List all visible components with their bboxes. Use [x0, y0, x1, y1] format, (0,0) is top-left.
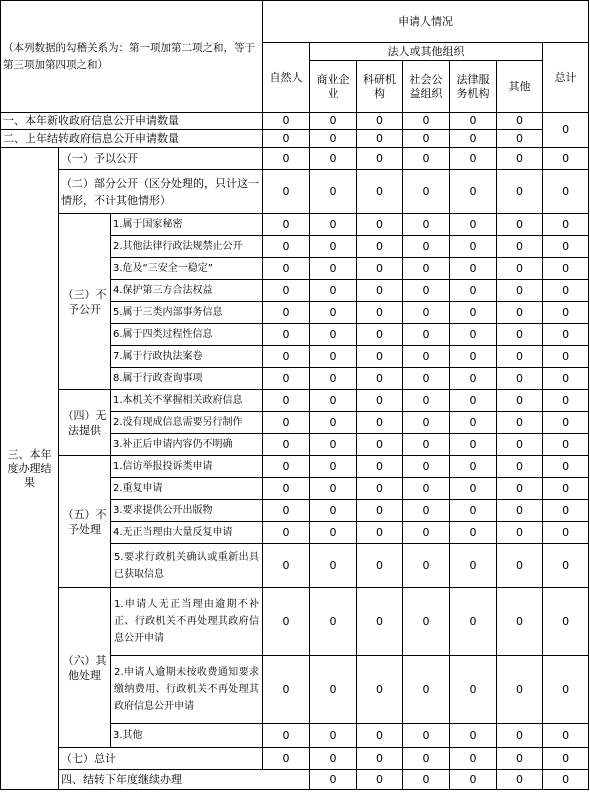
row-item-label: 2.没有现成信息需要另行制作 [111, 412, 263, 434]
cell: 0 [310, 324, 357, 346]
cell: 0 [403, 656, 450, 724]
cell: 0 [357, 456, 403, 478]
table-row [1, 748, 589, 770]
cell: 0 [497, 412, 543, 434]
cell: 0 [263, 236, 310, 258]
cell: 0 [497, 522, 543, 544]
row-item-label: 7.属于行政执法案卷 [111, 346, 263, 368]
cell: 0 [403, 500, 450, 522]
cell: 0 [357, 148, 403, 170]
cell: 0 [450, 456, 497, 478]
cell: 0 [263, 113, 310, 130]
cell: 0 [403, 588, 450, 656]
cell: 0 [310, 770, 357, 790]
row-item-label: 2.重复申请 [111, 478, 263, 500]
cell: 0 [403, 214, 450, 236]
header-other: 其他 [497, 61, 543, 113]
cell: 0 [263, 656, 310, 724]
cell: 0 [450, 214, 497, 236]
cell: 0 [497, 324, 543, 346]
cell: 0 [543, 280, 589, 302]
cell: 0 [450, 113, 497, 130]
header-row-1 [1, 1, 589, 43]
cell: 0 [310, 236, 357, 258]
cell: 0 [543, 500, 589, 522]
header-legal-group: 法人或其他组织 [310, 43, 543, 61]
header-research: 科研机构 [357, 61, 403, 113]
cell: 0 [310, 368, 357, 390]
cell: 0 [497, 170, 543, 214]
cell: 0 [450, 478, 497, 500]
cell: 0 [310, 214, 357, 236]
row-label-3d: （四）无法提供 [59, 390, 111, 456]
cell: 0 [357, 113, 403, 130]
row-label-3f: （六）其他处理 [59, 588, 111, 748]
cell: 0 [357, 368, 403, 390]
cell: 0 [450, 368, 497, 390]
table-row [1, 113, 589, 130]
cell: 0 [543, 258, 589, 280]
cell: 0 [543, 544, 589, 588]
cell: 0 [543, 748, 589, 770]
cell: 0 [263, 214, 310, 236]
header-total: 总计 [543, 43, 589, 113]
row-item-label: 8.属于行政查询事项 [111, 368, 263, 390]
cell: 0 [450, 346, 497, 368]
cell: 0 [403, 748, 450, 770]
cell: 0 [263, 748, 310, 770]
cell: 0 [450, 324, 497, 346]
cell: 0 [403, 412, 450, 434]
cell: 0 [357, 258, 403, 280]
cell: 0 [310, 113, 357, 130]
cell: 0 [357, 130, 403, 148]
table-row [1, 148, 589, 170]
cell: 0 [497, 302, 543, 324]
cell: 0 [263, 148, 310, 170]
cell: 0 [357, 724, 403, 748]
cell: 0 [543, 214, 589, 236]
cell: 0 [263, 522, 310, 544]
cell: 0 [263, 500, 310, 522]
cell: 0 [403, 130, 450, 148]
header-note: （本列数据的勾稽关系为：第一项加第二项之和，等于第三项加第四项之和） [1, 1, 263, 113]
row-item-label: 5.属于三类内部事务信息 [111, 302, 263, 324]
row-item-label: 1.本机关不掌握相关政府信息 [111, 390, 263, 412]
cell: 0 [310, 412, 357, 434]
cell: 0 [450, 302, 497, 324]
cell: 0 [310, 170, 357, 214]
row-label-3e: （五）不予处理 [59, 456, 111, 588]
cell: 0 [403, 346, 450, 368]
cell: 0 [497, 456, 543, 478]
cell: 0 [497, 434, 543, 456]
cell: 0 [263, 324, 310, 346]
cell: 0 [357, 214, 403, 236]
row-item-label: 1.信访举报投诉类申请 [111, 456, 263, 478]
cell: 0 [357, 434, 403, 456]
cell: 0 [310, 258, 357, 280]
cell: 0 [403, 324, 450, 346]
cell: 0 [357, 544, 403, 588]
cell: 0 [310, 148, 357, 170]
cell: 0 [543, 770, 589, 790]
cell: 0 [543, 368, 589, 390]
header-social: 社会公益组织 [403, 61, 450, 113]
cell: 0 [450, 130, 497, 148]
cell: 0 [310, 588, 357, 656]
header-natural-person: 自然人 [263, 43, 310, 113]
cell: 0 [263, 346, 310, 368]
row-label-section3: 三、本年度办理结果 [1, 148, 59, 790]
cell: 0 [497, 236, 543, 258]
cell: 0 [357, 500, 403, 522]
cell: 0 [543, 236, 589, 258]
table-row [1, 770, 589, 790]
table-row [1, 390, 589, 412]
cell: 0 [497, 346, 543, 368]
cell: 0 [450, 588, 497, 656]
cell: 0 [543, 390, 589, 412]
cell: 0 [497, 748, 543, 770]
cell: 0 [263, 456, 310, 478]
cell: 0 [263, 368, 310, 390]
cell: 0 [263, 724, 310, 748]
cell: 0 [310, 478, 357, 500]
cell: 0 [263, 130, 310, 148]
cell: 0 [450, 390, 497, 412]
cell: 0 [357, 770, 403, 790]
cell: 0 [450, 170, 497, 214]
cell: 0 [403, 724, 450, 748]
cell: 0 [450, 412, 497, 434]
cell: 0 [450, 236, 497, 258]
cell: 0 [543, 324, 589, 346]
row-item-label: 1.属于国家秘密 [111, 214, 263, 236]
table-row [1, 588, 589, 656]
cell: 0 [497, 280, 543, 302]
row-item-label: 4.无正当理由大量反复申请 [111, 522, 263, 544]
cell: 0 [543, 656, 589, 724]
cell: 0 [497, 148, 543, 170]
row-label-3a: （一）予以公开 [59, 148, 263, 170]
cell: 0 [403, 544, 450, 588]
cell: 0 [403, 478, 450, 500]
row-item-label: 3.其他 [111, 724, 263, 748]
cell-total-merged: 0 [543, 113, 589, 148]
cell: 0 [497, 130, 543, 148]
row-label-3c: （三）不予公开 [59, 214, 111, 390]
cell: 0 [310, 656, 357, 724]
row-label-section1: 一、本年新收政府信息公开申请数量 [1, 113, 263, 130]
cell: 0 [310, 346, 357, 368]
cell: 0 [543, 456, 589, 478]
cell: 0 [403, 236, 450, 258]
cell: 0 [403, 770, 450, 790]
row-item-label: 2.申请人逾期未按收费通知要求缴纳费用、行政机关不再处理其政府信息公开申请 [111, 656, 263, 724]
cell: 0 [543, 588, 589, 656]
cell: 0 [403, 434, 450, 456]
header-legal-service: 法律服务机构 [450, 61, 497, 113]
row-item-label: 1.申请人无正当理由逾期不补正、行政机关不再处理其政府信息公开申请 [111, 588, 263, 656]
cell: 0 [310, 522, 357, 544]
cell: 0 [450, 770, 497, 790]
row-item-label: 2.其他法律行政法规禁止公开 [111, 236, 263, 258]
row-item-label: 5.要求行政机关确认或重新出具已获取信息 [111, 544, 263, 588]
cell: 0 [497, 258, 543, 280]
cell: 0 [357, 748, 403, 770]
cell: 0 [263, 302, 310, 324]
cell: 0 [263, 258, 310, 280]
cell: 0 [497, 368, 543, 390]
cell: 0 [543, 302, 589, 324]
cell: 0 [497, 113, 543, 130]
cell: 0 [403, 368, 450, 390]
cell: 0 [310, 500, 357, 522]
cell: 0 [543, 148, 589, 170]
cell: 0 [310, 130, 357, 148]
cell: 0 [497, 390, 543, 412]
row-item-label: 6.属于四类过程性信息 [111, 324, 263, 346]
cell: 0 [403, 113, 450, 130]
cell: 0 [450, 724, 497, 748]
cell: 0 [450, 434, 497, 456]
cell: 0 [263, 588, 310, 656]
row-item-label: 3.补正后申请内容仍不明确 [111, 434, 263, 456]
cell: 0 [263, 478, 310, 500]
cell: 0 [543, 346, 589, 368]
row-item-label: 3.危及“三安全一稳定” [111, 258, 263, 280]
cell: 0 [357, 412, 403, 434]
cell: 0 [357, 478, 403, 500]
cell: 0 [497, 656, 543, 724]
cell: 0 [263, 412, 310, 434]
table-row [1, 170, 589, 214]
cell: 0 [497, 588, 543, 656]
table-row [1, 214, 589, 236]
cell: 0 [357, 346, 403, 368]
row-label-3b: （二）部分公开（区分处理的，只计这一情形，不计其他情形） [59, 170, 263, 214]
cell: 0 [450, 258, 497, 280]
cell: 0 [403, 170, 450, 214]
cell: 0 [543, 724, 589, 748]
cell: 0 [403, 280, 450, 302]
cell: 0 [310, 724, 357, 748]
cell: 0 [403, 148, 450, 170]
cell: 0 [543, 434, 589, 456]
cell: 0 [543, 412, 589, 434]
cell: 0 [450, 522, 497, 544]
cell: 0 [263, 434, 310, 456]
cell: 0 [497, 770, 543, 790]
cell: 0 [263, 280, 310, 302]
cell: 0 [497, 544, 543, 588]
cell: 0 [450, 148, 497, 170]
cell: 0 [357, 588, 403, 656]
cell: 0 [310, 456, 357, 478]
row-label-section4: 四、结转下年度继续办理 [59, 770, 310, 790]
cell: 0 [497, 500, 543, 522]
cell: 0 [263, 390, 310, 412]
cell: 0 [357, 656, 403, 724]
header-commercial: 商业企业 [310, 61, 357, 113]
cell: 0 [497, 214, 543, 236]
cell: 0 [310, 434, 357, 456]
cell: 0 [357, 390, 403, 412]
cell: 0 [543, 522, 589, 544]
cell: 0 [450, 656, 497, 724]
cell: 0 [357, 522, 403, 544]
cell: 0 [357, 302, 403, 324]
cell: 0 [310, 390, 357, 412]
cell: 0 [403, 302, 450, 324]
row-item-label: 3.要求提供公开出版物 [111, 500, 263, 522]
cell: 0 [497, 724, 543, 748]
cell: 0 [403, 258, 450, 280]
cell: 0 [357, 170, 403, 214]
cell: 0 [403, 522, 450, 544]
cell: 0 [543, 478, 589, 500]
row-label-3g: （七）总计 [59, 748, 263, 770]
cell: 0 [403, 456, 450, 478]
table-row [1, 456, 589, 478]
cell: 0 [403, 390, 450, 412]
row-label-section2: 二、上年结转政府信息公开申请数量 [1, 130, 263, 148]
cell: 0 [263, 544, 310, 588]
cell: 0 [310, 748, 357, 770]
cell: 0 [357, 324, 403, 346]
cell: 0 [310, 280, 357, 302]
cell: 0 [497, 478, 543, 500]
header-applicant: 申请人情况 [263, 1, 589, 43]
cell: 0 [310, 302, 357, 324]
cell: 0 [450, 500, 497, 522]
cell: 0 [450, 748, 497, 770]
cell: 0 [263, 170, 310, 214]
cell: 0 [543, 170, 589, 214]
cell: 0 [357, 280, 403, 302]
cell: 0 [357, 236, 403, 258]
cell: 0 [310, 544, 357, 588]
cell: 0 [450, 544, 497, 588]
row-item-label: 4.保护第三方合法权益 [111, 280, 263, 302]
cell: 0 [450, 280, 497, 302]
table-row [1, 130, 589, 148]
